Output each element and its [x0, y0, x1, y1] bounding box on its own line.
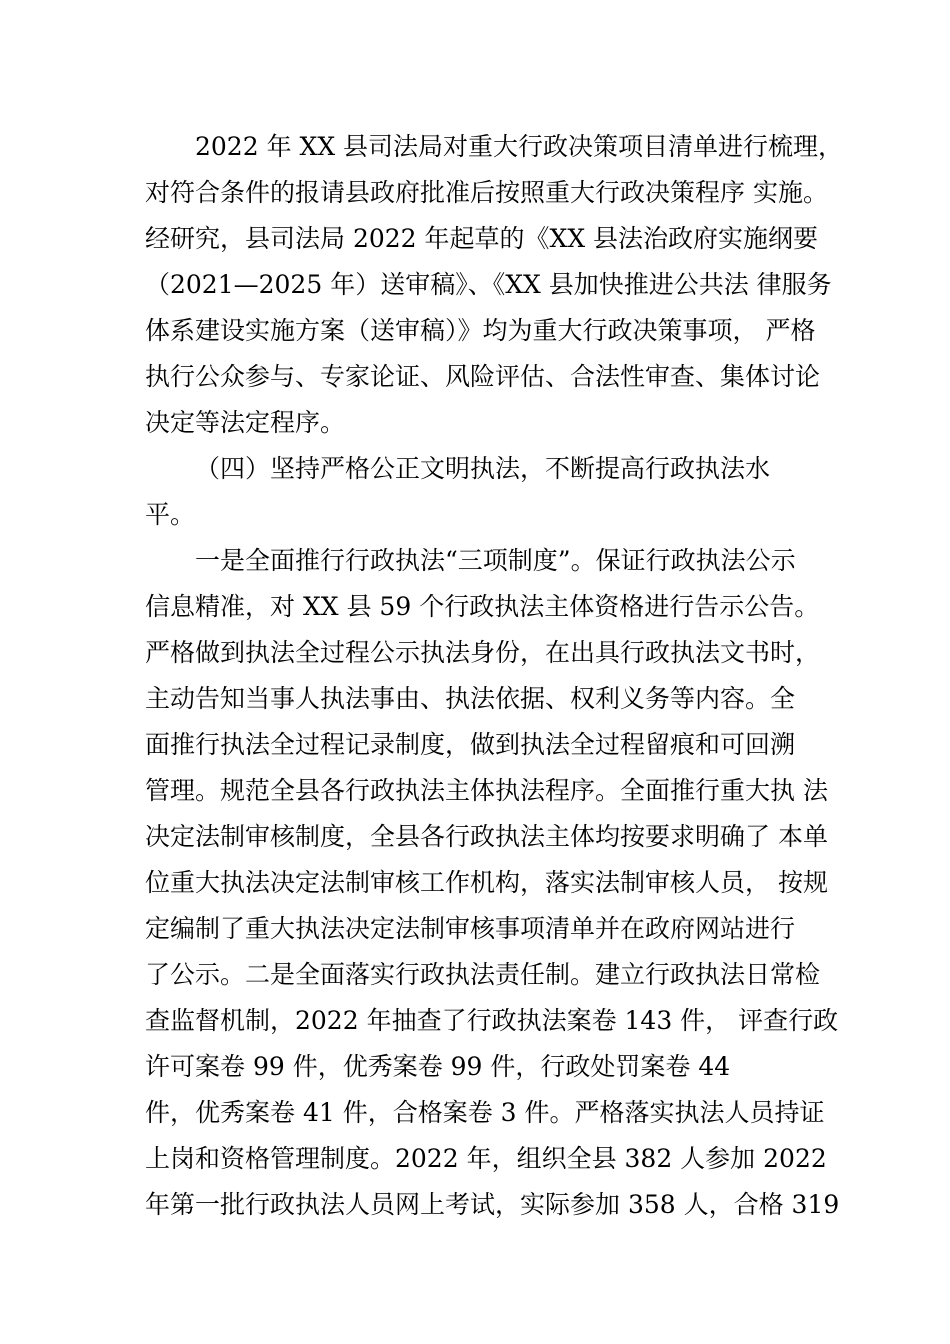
text-line: 2022 年 XX 县司法局对重大行政决策项目清单进行梳理，	[195, 132, 844, 161]
section-heading-line: 平。	[145, 500, 196, 529]
text-line: 严格做到执法全过程公示执法身份，在出具行政执法文书时，	[145, 638, 821, 667]
text-line: 年第一批行政执法人员网上考试，实际参加 358 人，合格 319	[145, 1190, 840, 1219]
text-line: 一是全面推行行政执法“三项制度”。保证行政执法公示	[195, 546, 796, 575]
text-line: 面推行执法全过程记录制度，做到执法全过程留痕和可回溯	[145, 730, 796, 759]
text-line: 体系建设实施方案（送审稿）》均为重大行政决策事项， 严格	[145, 316, 816, 345]
text-line: 主动告知当事人执法事由、执法依据、权利义务等内容。全	[145, 684, 796, 713]
text-line: 查监督机制，2022 年抽查了行政执法案卷 143 件， 评查行政	[145, 1006, 839, 1035]
text-line: 上岗和资格管理制度。2022 年，组织全县 382 人参加 2022	[145, 1144, 827, 1173]
text-line: 管理。规范全县各行政执法主体执法程序。全面推行重大执 法	[145, 776, 828, 805]
text-line: 许可案卷 99 件，优秀案卷 99 件，行政处罚案卷 44	[145, 1052, 731, 1081]
text-line: 件，优秀案卷 41 件，合格案卷 3 件。严格落实执法人员持证	[145, 1098, 825, 1127]
text-line: 执行公众参与、专家论证、风险评估、合法性审查、集体讨论	[145, 362, 821, 391]
text-line: 经研究，县司法局 2022 年起草的《XX 县法治政府实施纲要	[145, 224, 819, 253]
text-line: 定编制了重大执法决定法制审核事项清单并在政府网站进行	[145, 914, 796, 943]
text-line: 了公示。二是全面落实行政执法责任制。建立行政执法日常检	[145, 960, 821, 989]
text-line: 决定等法定程序。	[145, 408, 346, 437]
text-line: （2021—2025 年）送审稿》、《XX 县加快推进公共法 律服务	[145, 270, 832, 299]
text-line: 对符合条件的报请县政府批准后按照重大行政决策程序 实施。	[145, 178, 828, 207]
text-line: 决定法制审核制度，全县各行政执法主体均按要求明确了 本单	[145, 822, 828, 851]
document-body	[145, 124, 845, 1228]
section-heading-line: （四）坚持严格公正文明执法，不断提高行政执法水	[195, 454, 771, 483]
text-line: 位重大执法决定法制审核工作机构，落实法制审核人员， 按规	[145, 868, 828, 897]
text-line: 信息精准，对 XX 县 59 个行政执法主体资格进行告示公告。	[145, 592, 820, 621]
